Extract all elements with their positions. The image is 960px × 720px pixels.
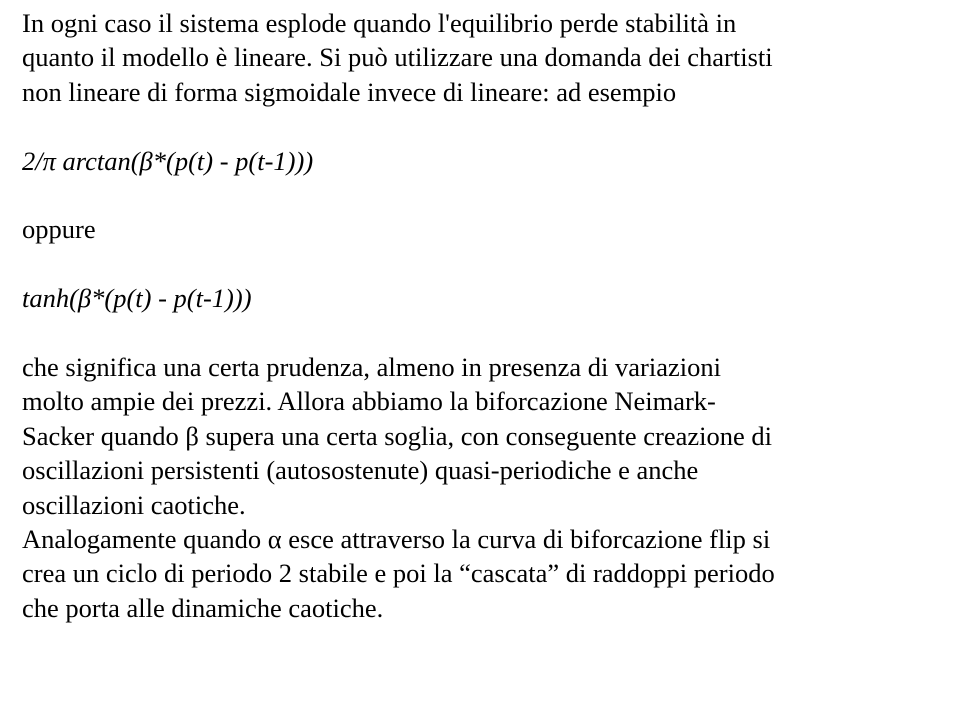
spacer: [22, 178, 952, 212]
connector-text: oppure: [22, 214, 96, 245]
formula-tanh: tanh(β*(p(t) - p(t-1))): [22, 283, 252, 314]
text-line: che porta alle dinamiche caotiche.: [22, 592, 384, 623]
text-line: molto ampie dei prezzi. Allora abbiamo la biforcazione Neimark-: [22, 386, 716, 417]
text-line: quanto il modello è lineare. Si può utilizzare una domanda dei chartisti: [22, 42, 773, 73]
formula-arctan: 2/π arctan(β*(p(t) - p(t-1))): [22, 145, 314, 176]
paragraph-bifurcation: [22, 350, 952, 522]
text-line: non lineare di forma sigmoidale invece di lineare: ad esempio: [22, 76, 677, 107]
text-line: Analogamente quando α esce attraverso la curva di biforcazione flip si: [22, 524, 771, 555]
text-line: oscillazioni persistenti (autosostenute) quasi-periodiche e anche: [22, 455, 699, 486]
text-line: crea un ciclo di periodo 2 stabile e poi la “cascata” di raddoppi periodo: [22, 558, 775, 589]
paragraph-flip: [22, 522, 952, 625]
text-line: che significa una certa prudenza, almeno in presenza di variazioni: [22, 352, 721, 382]
spacer: [22, 316, 952, 350]
document-page: [22, 6, 952, 625]
text-line: Sacker quando β supera una certa soglia, con conseguente creazione di: [22, 420, 773, 451]
paragraph-intro: [22, 6, 952, 109]
spacer: [22, 247, 952, 281]
text-line: In ogni caso il sistema esplode quando l'equilibrio perde stabilità in: [22, 8, 737, 38]
spacer: [22, 109, 952, 143]
text-line: oscillazioni caotiche.: [22, 489, 246, 520]
